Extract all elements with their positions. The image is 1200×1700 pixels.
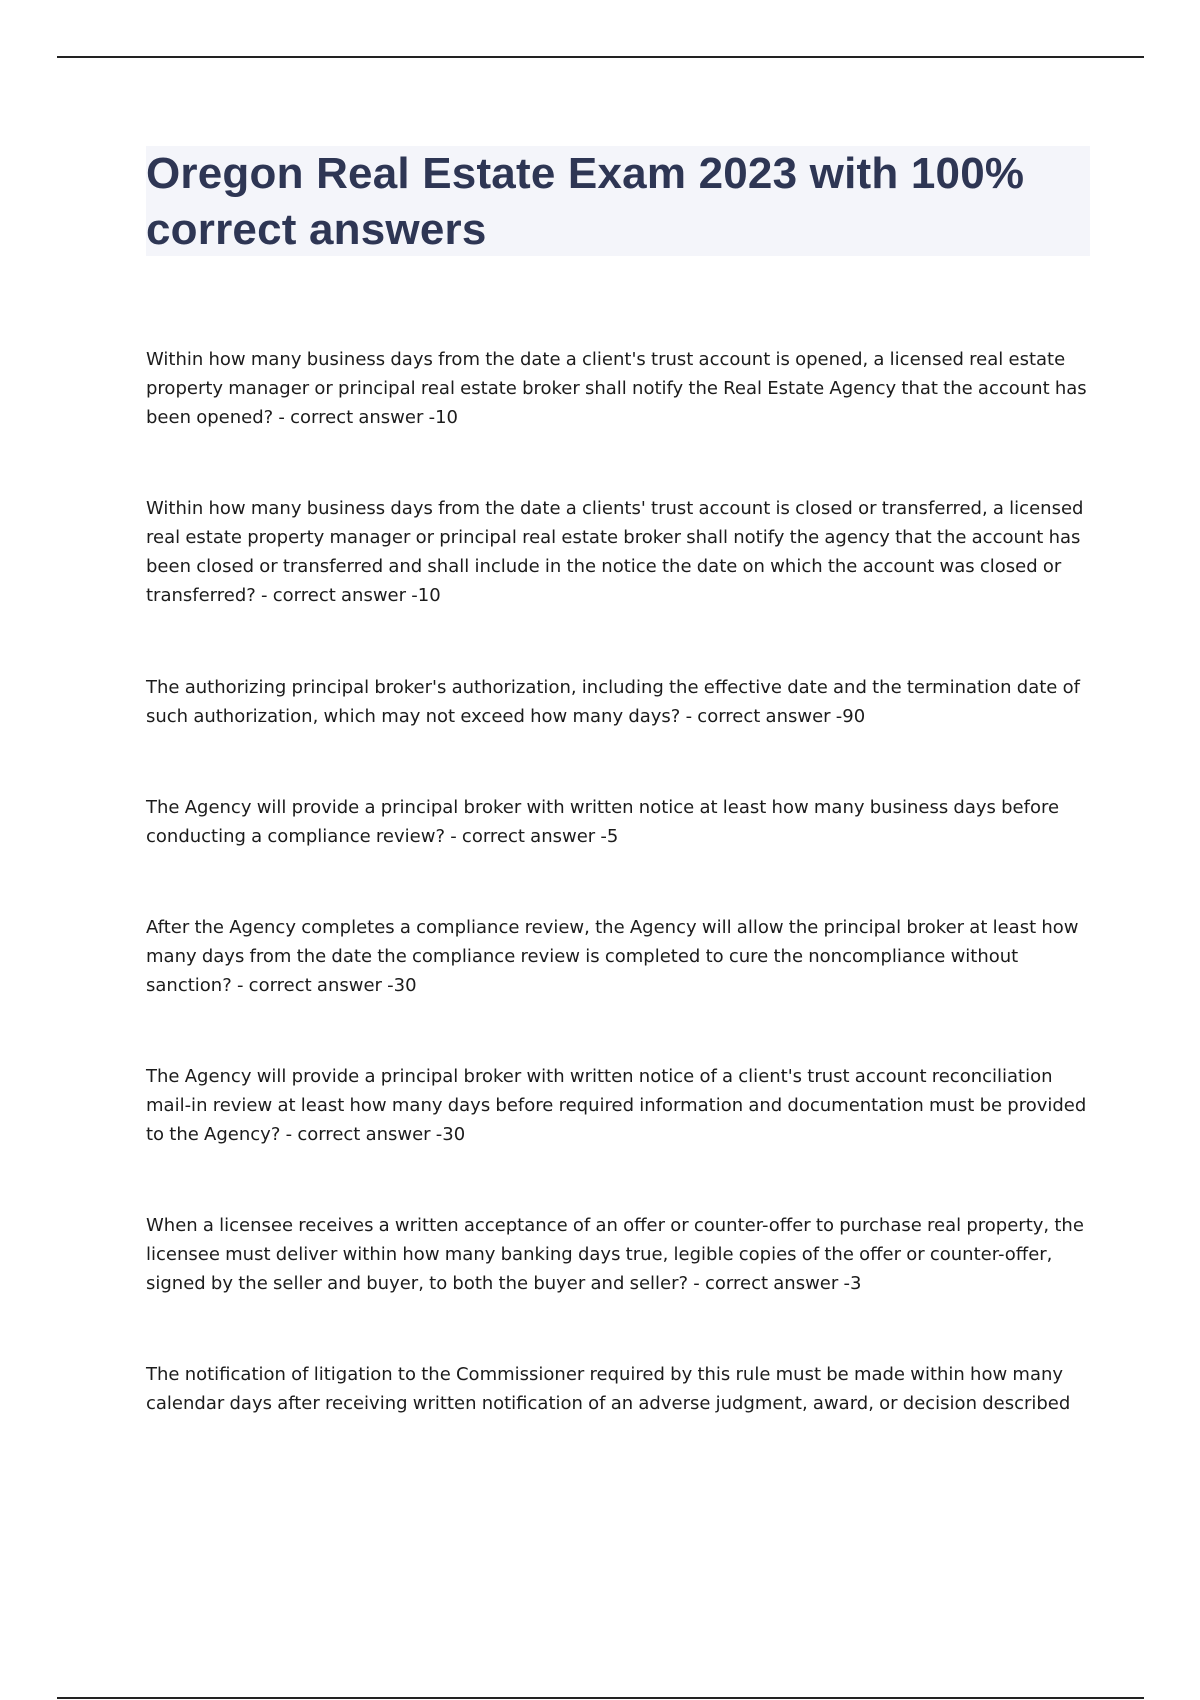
top-rule [57, 56, 1144, 58]
qa-item: Within how many business days from the date a clients' trust account is closed or transferred, a licensed real estate property manager or principal real estate broker shall notify the agency that the account has been closed or transferred and shall include in the notice the date on which the account was closed or transferred? - correct answer -10 [146, 498, 1084, 606]
qa-item: The Agency will provide a principal broker with written notice at least how many business days before conducting a compliance review? - correct answer -5 [146, 797, 1060, 847]
qa-item: After the Agency completes a compliance review, the Agency will allow the principal broker at least how many days from the date the compliance review is completed to cure the noncompliance without sanction? - correct answer -30 [146, 917, 1079, 996]
qa-item: The authorizing principal broker's authorization, including the effective date and the termination date of such authorization, which may not exceed how many days? - correct answer -90 [146, 677, 1080, 727]
qa-item: The Agency will provide a principal broker with written notice of a client's trust account reconciliation mail-in review at least how many days before required information and documentation must be provided to the Agency? - correct answer -30 [146, 1066, 1087, 1145]
document-title: Oregon Real Estate Exam 2023 with 100% correct answers [146, 149, 1025, 254]
qa-item: Within how many business days from the date a client's trust account is opened, a licensed real estate property manager or principal real estate broker shall notify the Real Estate Agency that the account has been opened? - correct answer -10 [146, 349, 1087, 428]
title-banner [146, 146, 1090, 256]
bottom-rule [57, 1697, 1144, 1699]
qa-item: When a licensee receives a written acceptance of an offer or counter-offer to purchase real property, the licensee must deliver within how many banking days true, legible copies of the offer or counter-offer, signed by the seller and buyer, to both the buyer and seller? - correct answer -3 [146, 1215, 1084, 1294]
qa-item: The notification of litigation to the Commissioner required by this rule must be made within how many calendar days after receiving written notification of an adverse judgment, award, or decision described [146, 1364, 1071, 1414]
